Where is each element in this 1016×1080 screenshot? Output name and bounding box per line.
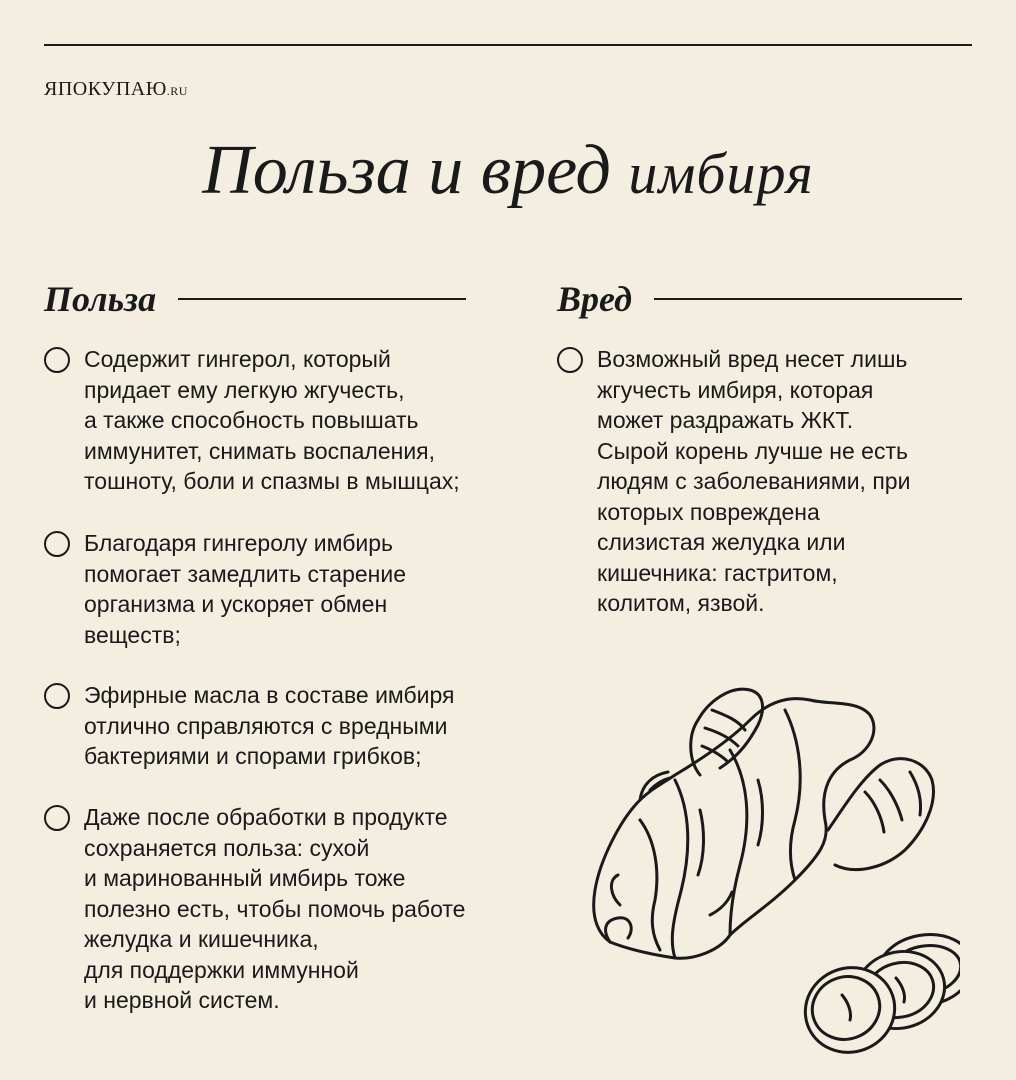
brand-logo [44,78,188,101]
benefits-heading [44,278,466,320]
page-title [0,132,1016,209]
benefit-item [44,680,455,772]
benefit-item-text: Содержит гингерол, который придает ему легкую жгучесть, а также способность повышать иммунитет, снимать воспаления, тошноту, боли и спазмы в мышцах; [84,346,460,494]
circle-bullet-icon [44,805,70,831]
harms-heading-rule [654,298,962,300]
circle-bullet-icon [44,347,70,373]
benefit-item [44,344,460,497]
brand-name: ЯПОКУПАЮ [44,78,167,100]
harms-heading [557,278,962,320]
harm-item [557,344,910,619]
harm-item-text: Возможный вред несет лишь жгучесть имбиря, которая может раздражать ЖКТ. Сырой корень лучше не есть людям с заболеваниями, при которых повреждена слизистая желудка или кишечника: гастритом, колитом, язвой. [597,346,911,616]
benefit-item-text: Эфирные масла в составе имбиря отлично справляются с вредными бактериями и спорами грибков; [84,682,455,769]
benefit-item [44,528,406,650]
title-main: Польза и вред [202,132,611,209]
benefits-heading-rule [178,298,466,300]
benefit-item-text: Благодаря гингеролу имбирь помогает замедлить старение организма и ускоряет обмен веществ; [84,530,406,648]
title-script: имбиря [628,141,814,206]
circle-bullet-icon [44,531,70,557]
benefit-item [44,802,465,1016]
benefit-item-text: Даже после обработки в продукте сохраняется польза: сухой и маринованный имбирь тоже полезно есть, чтобы помочь работе желудка и кишечника, для поддержки иммунной и нервной систем. [84,804,466,1013]
benefits-heading-label: Польза [44,279,157,319]
brand-suffix: .RU [166,84,188,98]
ginger-root-icon [580,680,960,1060]
harms-heading-label: Вред [557,279,632,319]
circle-bullet-icon [557,347,583,373]
top-divider [44,44,972,46]
circle-bullet-icon [44,683,70,709]
